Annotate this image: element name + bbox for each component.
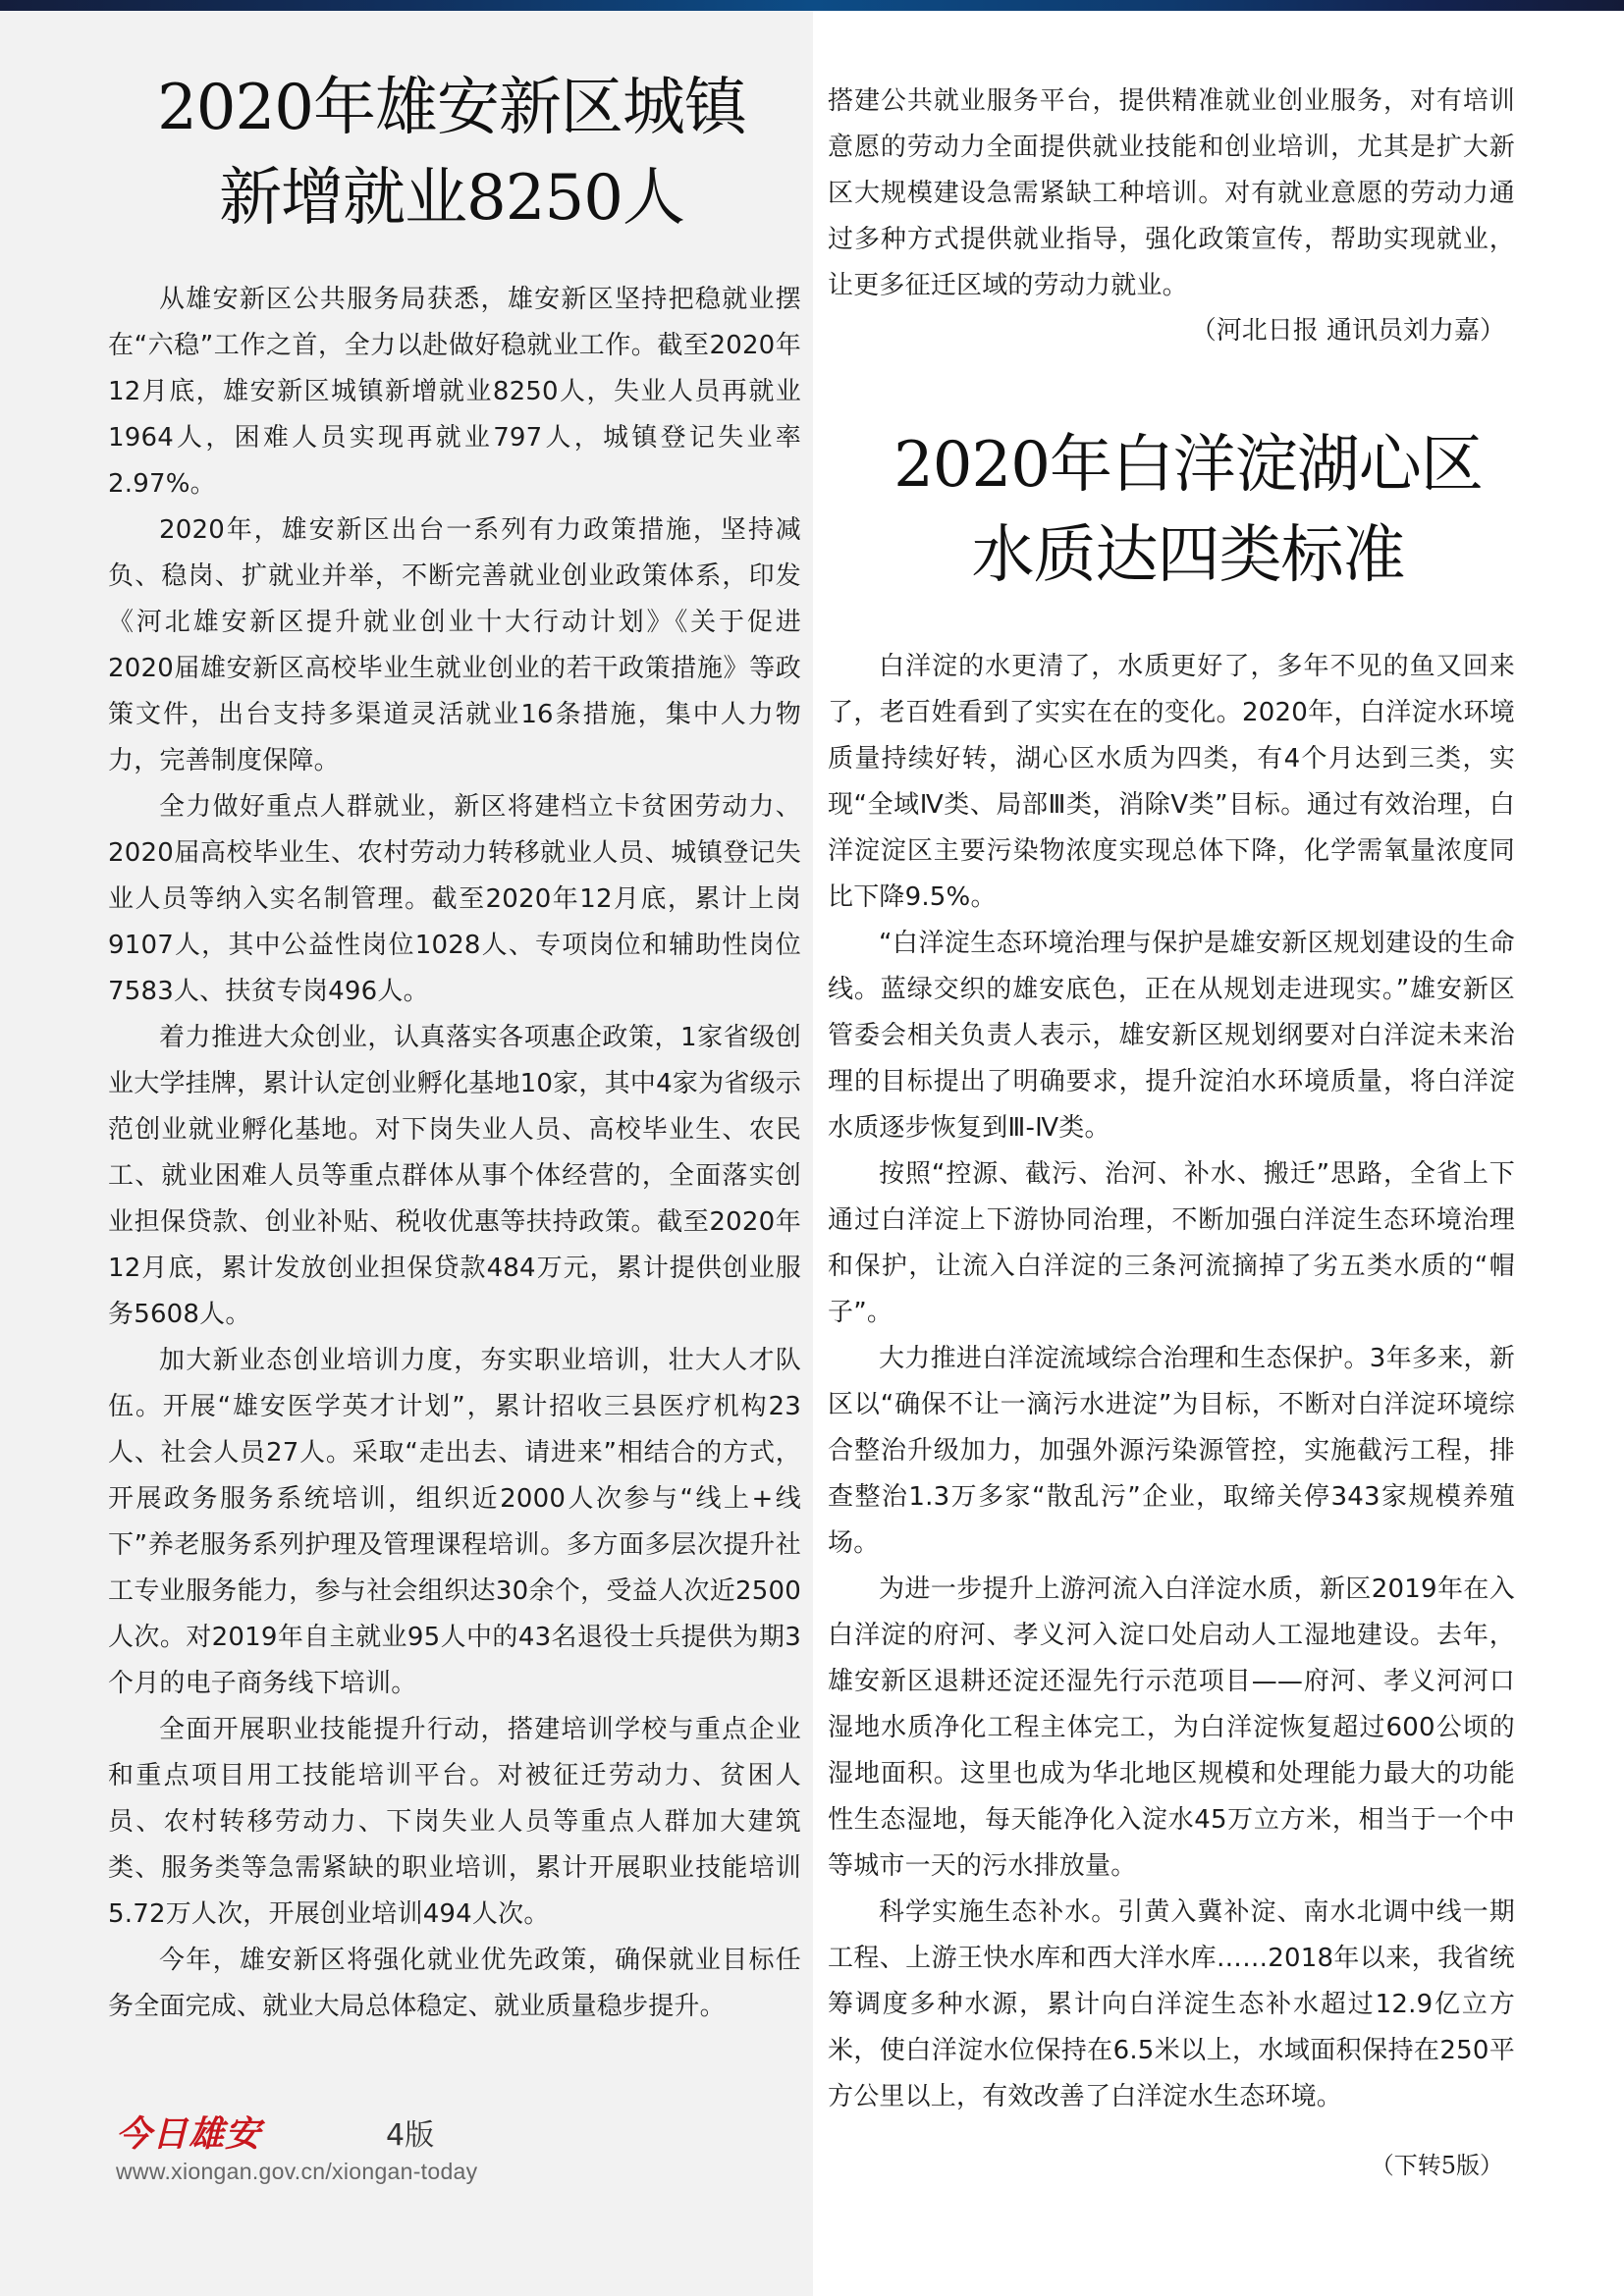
newspaper-logo: 今日雄安 (116, 2113, 262, 2155)
right-article-body (828, 644, 1515, 2120)
left-article-body (108, 277, 801, 2030)
paragraph: “白洋淀生态环境治理与保护是雄安新区规划建设的生命线。蓝绿交织的雄安底色，正在从规划走进现实。”雄安新区管委会相关负责人表示，雄安新区规划纲要对白洋淀未来治理的目标提出了明确要求，提升淀泊水环境质量，将白洋淀水质逐步恢复到Ⅲ-Ⅳ类。 (828, 929, 1515, 1143)
right-title-line-1: 2020年白洋淀湖心区 (893, 429, 1483, 502)
continued-on-page-note: （下转5版） (1370, 2152, 1503, 2179)
paragraph: 从雄安新区公共服务局获悉，雄安新区坚持把稳就业摆在“六稳”工作之首，全力以赴做好稳就业工作。截至2020年12月底，雄安新区城镇新增就业8250人，失业人员再就业1964人，困难人员实现再就业797人，城镇登记失业率2.97%。 (108, 285, 801, 499)
paragraph: 加大新业态创业培训力度，夯实职业培训，壮大人才队伍。开展“雄安医学英才计划”，累计招收三县医疗机构23人、社会人员27人。采取“走出去、请进来”相结合的方式，开展政务服务系统培训，组织近2000人次参与“线上+线下”养老服务系列护理及管理课程培训。多方面多层次提升社工专业服务能力，参与社会组织达30余个，受益人次近2500人次。对2019年自主就业95人中的43名退役士兵提供为期3个月的电子商务线下培训。 (108, 1346, 801, 1698)
paragraph: 大力推进白洋淀流域综合治理和生态保护。3年多来，新区以“确保不让一滴污水进淀”为目标，不断对白洋淀环境综合整治升级加力，加强外源污染源管控，实施截污工程，排查整治1.3万多家“散乱污”企业，取缔关停343家规模养殖场。 (828, 1344, 1515, 1558)
left-article-continuation (828, 79, 1515, 309)
paragraph: 搭建公共就业服务平台，提供精准就业创业服务，对有培训意愿的劳动力全面提供就业技能和创业培训，尤其是扩大新区大规模建设急需紧缺工种培训。对有就业意愿的劳动力通过多种方式提供就业指导，强化政策宣传，帮助实现就业，让更多征迁区域的劳动力就业。 (828, 86, 1515, 300)
paragraph: 为进一步提升上游河流入白洋淀水质，新区2019年在入白洋淀的府河、孝义河入淀口处启动人工湿地建设。去年，雄安新区退耕还淀还湿先行示范项目——府河、孝义河河口湿地水质净化工程主体完工，为白洋淀恢复超过600公顷的湿地面积。这里也成为华北地区规模和处理能力最大的功能性生态湿地，每天能净化入淀水45万立方米，相当于一个中等城市一天的污水排放量。 (828, 1575, 1515, 1881)
paragraph: 2020年，雄安新区出台一系列有力政策措施，坚持减负、稳岗、扩就业并举，不断完善就业创业政策体系，印发《河北雄安新区提升就业创业十大行动计划》《关于促进2020届雄安新区高校毕业生就业创业的若干政策措施》等政策文件，出台支持多渠道灵活就业16条措施，集中人力物力，完善制度保障。 (108, 515, 801, 775)
paragraph: 全力做好重点人群就业，新区将建档立卡贫困劳动力、2020届高校毕业生、农村劳动力转移就业人员、城镇登记失业人员等纳入实名制管理。截至2020年12月底，累计上岗9107人，其中公益性岗位1028人、专项岗位和辅助性岗位7583人、扶贫专岗496人。 (108, 792, 801, 1006)
left-title-line-2: 新增就业8250人 (219, 162, 684, 235)
paragraph: 今年，雄安新区将强化就业优先政策，确保就业目标任务全面完成、就业大局总体稳定、就业质量稳步提升。 (108, 1946, 801, 2021)
paragraph: 白洋淀的水更清了，水质更好了，多年不见的鱼又回来了，老百姓看到了实实在在的变化。2020年，白洋淀水环境质量持续好转，湖心区水质为四类，有4个月达到三类，实现“全域Ⅳ类、局部Ⅲ类，消除Ⅴ类”目标。通过有效治理，白洋淀淀区主要污染物浓度实现总体下降，化学需氧量浓度同比下降9.5%。 (828, 652, 1515, 912)
paragraph: 科学实施生态补水。引黄入冀补淀、南水北调中线一期工程、上游王快水库和西大洋水库……2018年以来，我省统筹调度多种水源，累计向白洋淀生态补水超过12.9亿立方米，使白洋淀水位保持在6.5米以上，水域面积保持在250平方公里以上，有效改善了白洋淀水生态环境。 (828, 1897, 1515, 2111)
paragraph: 按照“控源、截污、治河、补水、搬迁”思路，全省上下通过白洋淀上下游协同治理，不断加强白洋淀生态环境治理和保护，让流入白洋淀的三条河流摘掉了劣五类水质的“帽子”。 (828, 1159, 1515, 1327)
right-title-line-2: 水质达四类标准 (971, 519, 1405, 592)
right-article-title (815, 420, 1561, 601)
website-url[interactable]: www.xiongan.gov.cn/xiongan-today (116, 2159, 478, 2184)
paragraph: 着力推进大众创业，认真落实各项惠企政策，1家省级创业大学挂牌，累计认定创业孵化基地10家，其中4家为省级示范创业就业孵化基地。对下岗失业人员、高校毕业生、农民工、就业困难人员等重点群体从事个体经营的，全面落实创业担保贷款、创业补贴、税收优惠等扶持政策。截至2020年12月底，累计发放创业担保贷款484万元，累计提供创业服务5608人。 (108, 1023, 801, 1329)
page-number: 4版 (386, 2118, 435, 2153)
article-byline: （河北日报 通讯员刘力嘉） (1190, 316, 1505, 346)
top-decorative-bar (0, 0, 1624, 11)
paragraph: 全面开展职业技能提升行动，搭建培训学校与重点企业和重点项目用工技能培训平台。对被征迁劳动力、贫困人员、农村转移劳动力、下岗失业人员等重点人群加大建筑类、服务类等急需紧缺的职业培训，累计开展职业技能培训5.72万人次，开展创业培训494人次。 (108, 1715, 801, 1929)
left-article-title (79, 63, 825, 243)
left-title-line-1: 2020年雄安新区城镇 (157, 72, 746, 144)
